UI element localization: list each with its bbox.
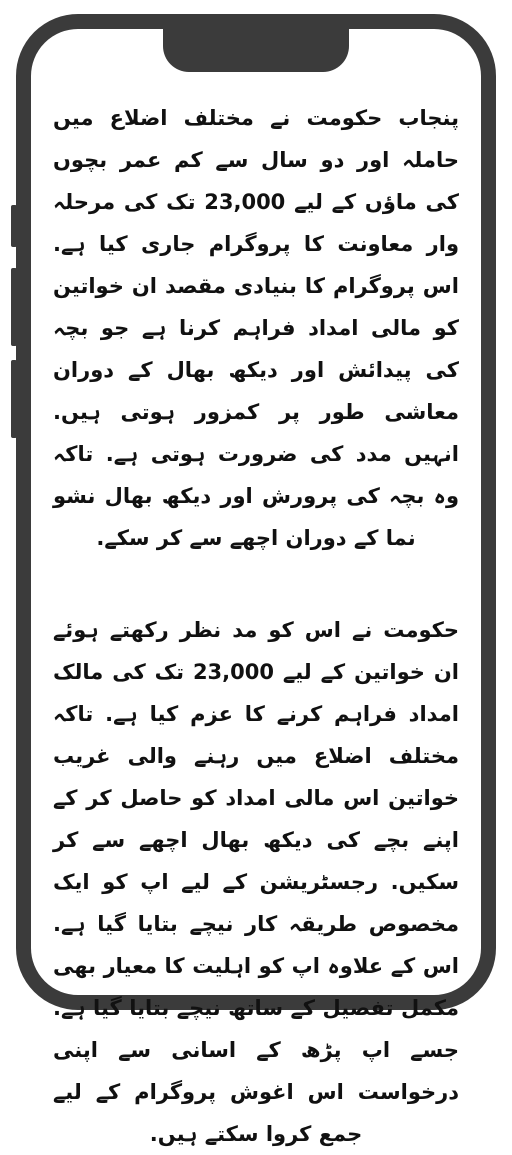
article-paragraph-1: پنجاب حکومت نے مختلف اضلاع میں حاملہ اور دو سال سے کم عمر بچوں کی ماؤں کے لیے 23,000 تک کی مرحلہ وار معاونت کا پروگرام جاری کیا ہے. اس پروگرام کا بنیادی مقصد ان خواتین کو مالی امداد فراہم کرنا ہے جو بچہ کی پیدائش اور دیکھ بھال کے دوران معاشی طور پر کمزور ہوتی ہیں. انہیں مدد کی ضرورت ہوتی ہے. تاکہ وہ بچہ کی پرورش اور دیکھ بھال نشو نما کے دوران اچھے سے کر سکے.: [53, 106, 459, 550]
phone-frame: [16, 14, 496, 1146]
phone-screen: [53, 97, 459, 1146]
phone-notch: [163, 28, 349, 72]
article-paragraph-2: حکومت نے اس کو مد نظر رکھتے ہوئے ان خواتین کے لیے 23,000 تک کی مالک امداد فراہم کرنے کا عزم کیا ہے. تاکہ مختلف اضلاع میں رہنے والی غریب خواتین اس مالی امداد کو حاصل کر کے اپنے بچے کی دیکھ بھال اچھے سے کر سکیں. رجسٹریشن کے لیے اپ کو ایک مخصوص طریقہ کار نیچے بتایا گیا ہے. اس کے علاوہ اپ کو اہلیت کا معیار بھی مکمل تفصیل کے ساتھ نیچے بتایا گیا ہے. جسے اپ پڑھ کے اسانی سے اپنی درخواست اس اغوش پروگرام کے لیے جمع کروا سکتے ہیں.: [53, 618, 459, 1146]
